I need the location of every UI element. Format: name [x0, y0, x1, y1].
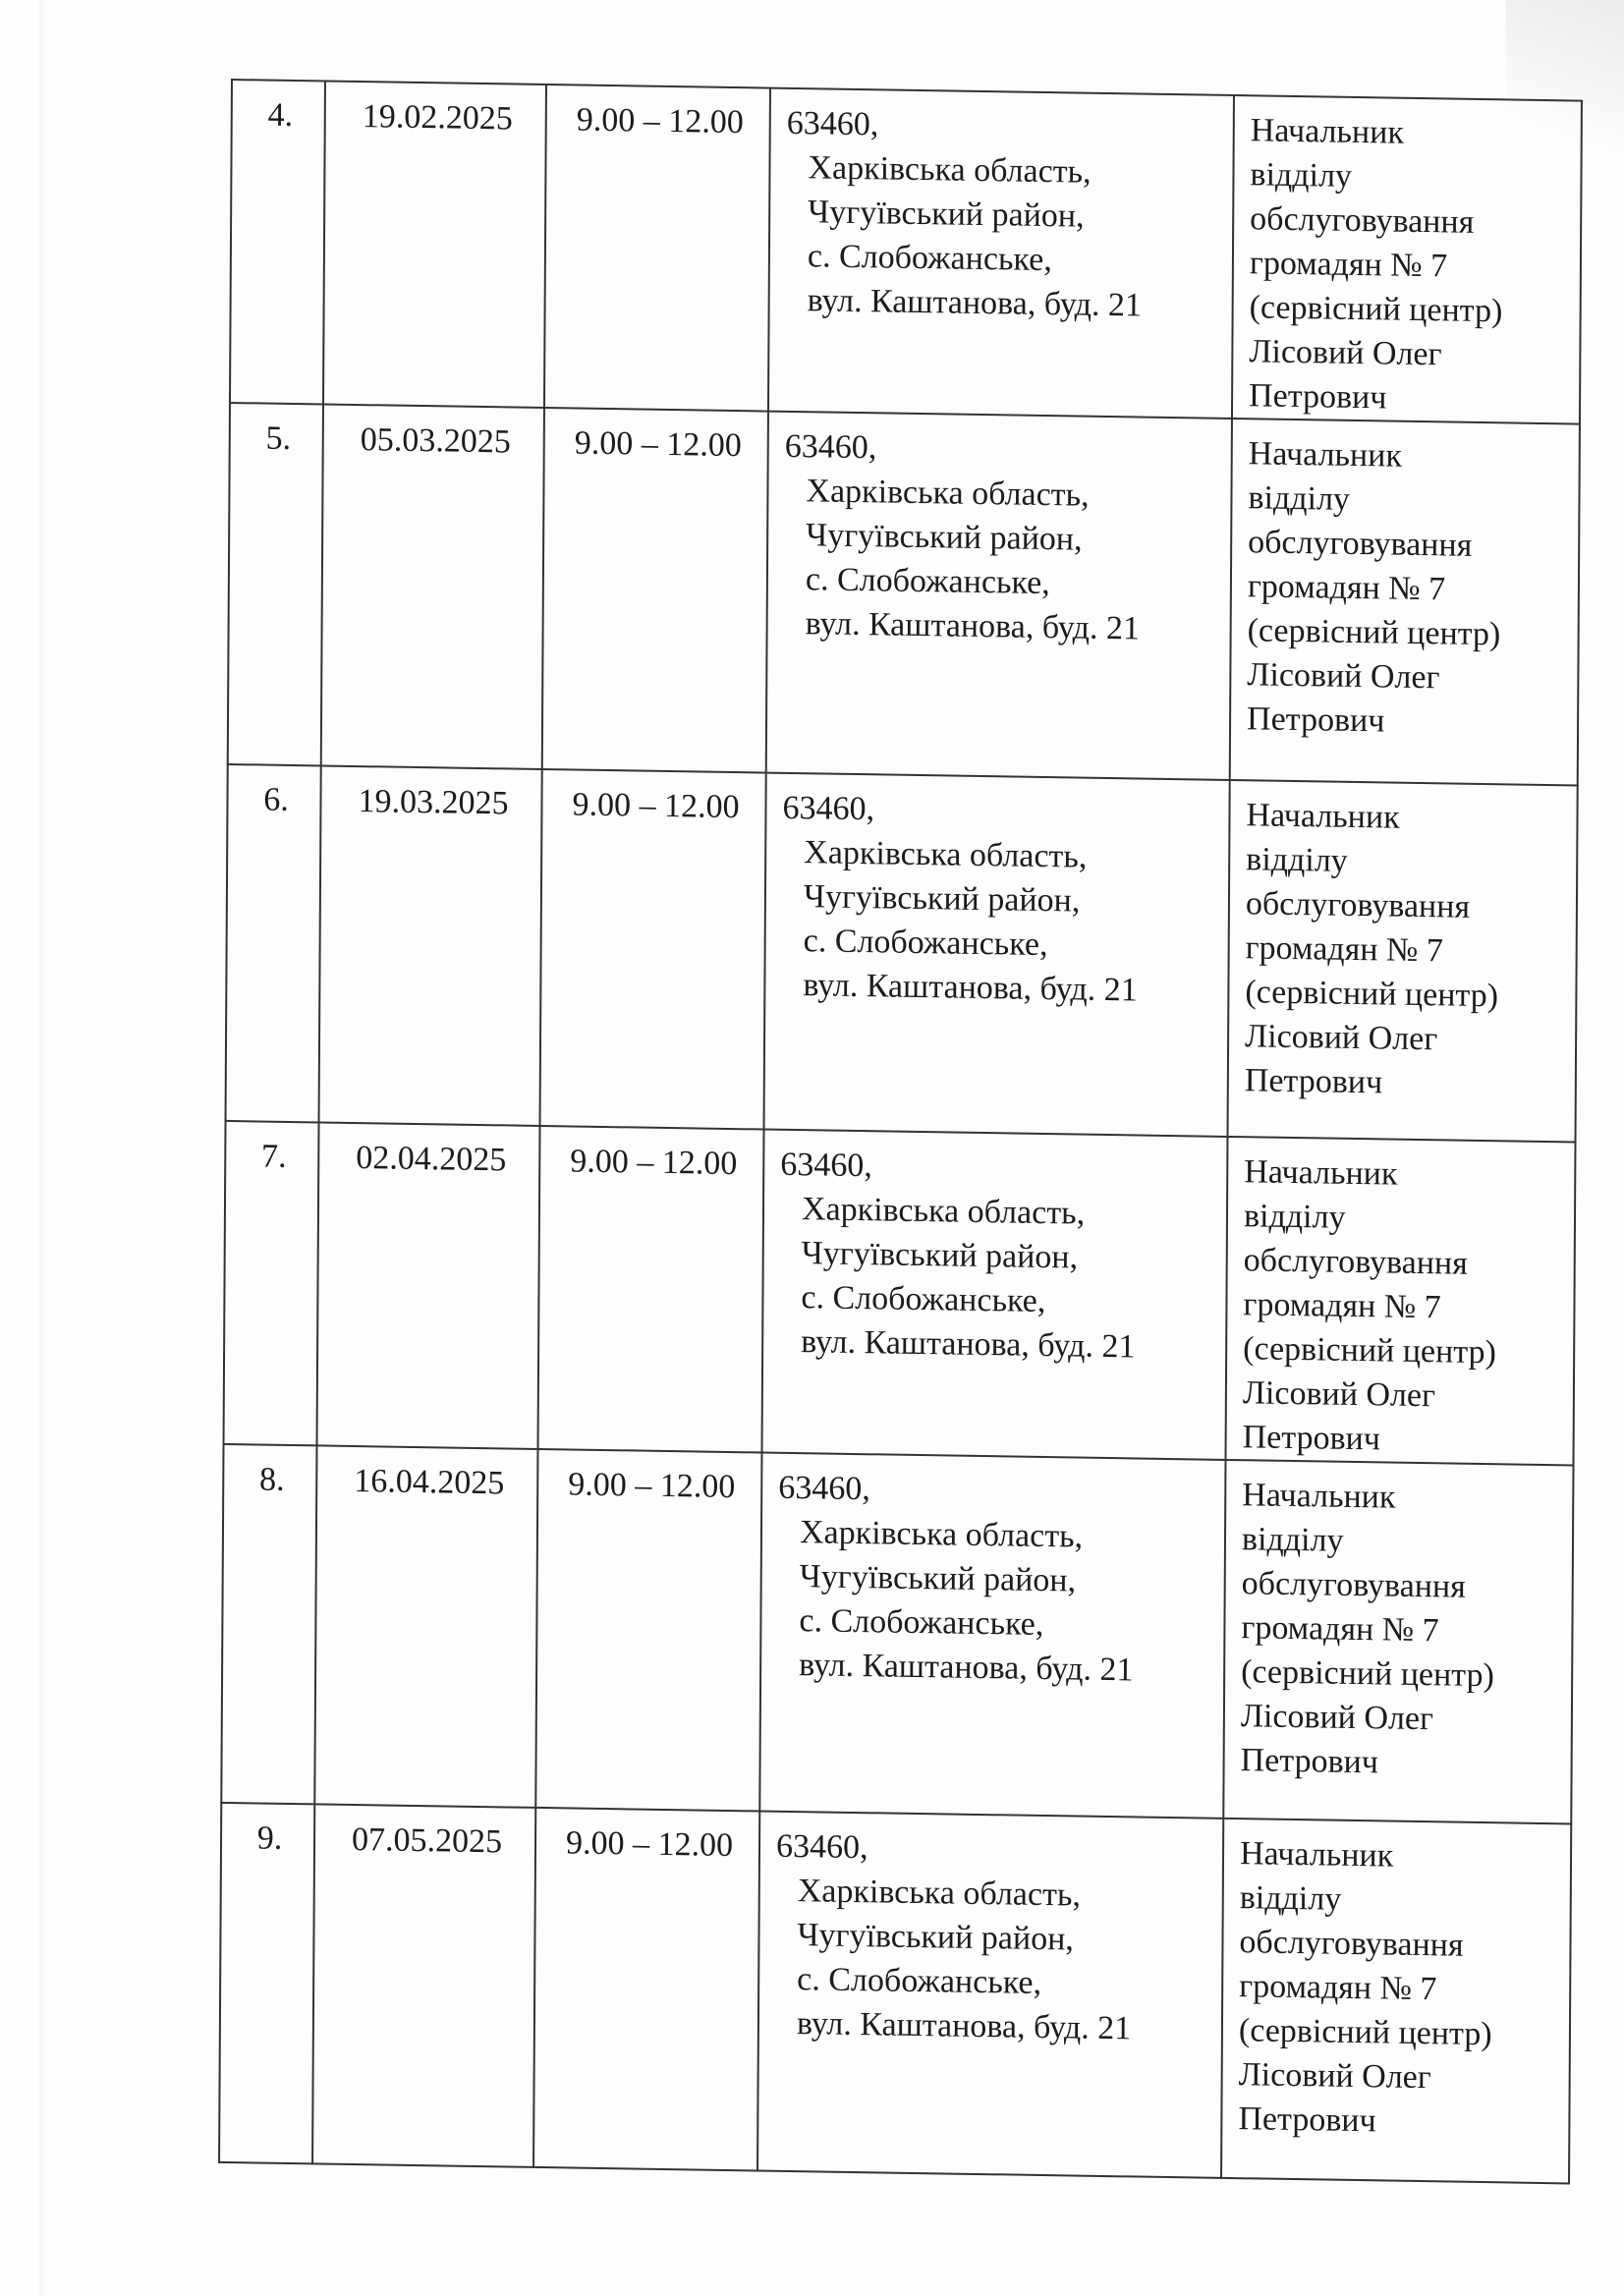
responsible-line: Петрович — [1244, 1062, 1383, 1101]
address-line: Харківська область, — [801, 1191, 1086, 1232]
address-line: вул. Каштанова, буд. 21 — [796, 2005, 1132, 2047]
address-line: вул. Каштанова, буд. 21 — [799, 1647, 1134, 1689]
address-line: Харківська область, — [808, 149, 1092, 191]
address-line: с. Слобожанське, — [807, 238, 1052, 279]
address-cell — [759, 1453, 1225, 1819]
row-number-cell — [221, 1444, 316, 1804]
address-line: 63460, — [786, 104, 879, 143]
responsible-line: (сервісний центр) — [1245, 974, 1499, 1015]
address-line: вул. Каштанова, буд. 21 — [807, 282, 1143, 324]
date-cell — [312, 1804, 535, 2167]
responsible-line: громадян № 7 — [1243, 1286, 1441, 1326]
responsible-line: відділу — [1239, 1879, 1342, 1918]
responsible-cell — [1221, 1819, 1571, 2184]
address-line: с. Слобожанське, — [799, 1602, 1044, 1644]
responsible-cell — [1225, 1137, 1575, 1466]
responsible-cell — [1223, 1460, 1573, 1824]
address-line: 63460, — [784, 427, 877, 467]
responsible-line: відділу — [1243, 1198, 1346, 1236]
responsible-line: відділу — [1241, 1521, 1344, 1559]
responsible-line: Петрович — [1240, 1742, 1379, 1781]
date-cell — [319, 765, 542, 1126]
responsible-line: Петрович — [1248, 377, 1387, 417]
reception-date: 19.03.2025 — [358, 783, 509, 822]
address-line: Харківська область, — [806, 473, 1090, 514]
time-cell — [542, 408, 768, 773]
address-cell — [761, 1130, 1227, 1460]
responsible-line: Начальник — [1242, 1477, 1396, 1516]
address-cell — [764, 773, 1230, 1137]
time-cell — [544, 84, 770, 412]
date-cell — [321, 404, 544, 769]
time-cell — [538, 1126, 764, 1453]
responsible-line: обслуговування — [1250, 200, 1475, 241]
address-line: Чугуївський район, — [806, 517, 1083, 558]
address-line: 63460, — [778, 1469, 870, 1508]
reception-time: 9.00 – 12.00 — [568, 1466, 736, 1506]
address-line: Чугуївський район, — [803, 878, 1081, 920]
responsible-line: Начальник — [1248, 435, 1403, 475]
reception-date: 19.02.2025 — [362, 98, 513, 138]
address-line: вул. Каштанова, буд. 21 — [803, 967, 1138, 1009]
responsible-line: Лісовий Олег — [1240, 1698, 1434, 1738]
address-line: с. Слобожанське, — [797, 1961, 1042, 2001]
responsible-line: Лісовий Олег — [1242, 1374, 1436, 1415]
reception-time: 9.00 – 12.00 — [576, 101, 744, 141]
responsible-line: Петрович — [1242, 1419, 1381, 1458]
row-number: 6. — [263, 781, 289, 818]
responsible-line: відділу — [1246, 841, 1348, 879]
row-number-cell — [228, 403, 323, 765]
reception-date: 07.05.2025 — [351, 1820, 503, 1861]
time-cell — [540, 769, 766, 1130]
responsible-line: громадян № 7 — [1239, 1968, 1437, 2008]
responsible-line: Начальник — [1250, 112, 1405, 151]
schedule-table-body — [219, 80, 1582, 2183]
address-cell — [757, 1811, 1223, 2177]
responsible-line: Начальник — [1246, 797, 1400, 836]
date-cell — [323, 82, 546, 409]
row-number-cell — [224, 1121, 319, 1445]
row-number: 8. — [258, 1461, 285, 1498]
reception-date: 16.04.2025 — [354, 1462, 505, 1502]
date-cell — [314, 1445, 537, 1808]
responsible-line: обслуговування — [1248, 524, 1473, 564]
responsible-line: (сервісний центр) — [1249, 289, 1503, 330]
address-line: 63460, — [782, 789, 875, 828]
scan-edge-shadow — [39, 0, 47, 2296]
responsible-line: обслуговування — [1245, 885, 1471, 925]
address-line: вул. Каштанова, буд. 21 — [801, 1323, 1136, 1366]
reception-time: 9.00 – 12.00 — [574, 424, 742, 465]
address-line: Чугуївський район, — [808, 194, 1085, 235]
time-cell — [533, 1808, 759, 2171]
address-line: Чугуївський район, — [801, 1235, 1079, 1276]
address-line: 63460, — [780, 1146, 872, 1185]
row-number-cell — [230, 80, 325, 404]
responsible-line: Начальник — [1244, 1153, 1398, 1193]
address-line: Чугуївський район, — [799, 1558, 1077, 1599]
reception-time: 9.00 – 12.00 — [565, 1824, 734, 1865]
responsible-line: Лісовий Олег — [1245, 1018, 1438, 1058]
date-cell — [317, 1122, 540, 1449]
responsible-line: Петрович — [1246, 700, 1385, 740]
time-cell — [535, 1449, 761, 1812]
row-number-cell — [226, 764, 321, 1122]
address-line: вул. Каштанова, буд. 21 — [805, 605, 1141, 647]
schedule-table — [218, 79, 1583, 2184]
responsible-line: (сервісний центр) — [1238, 2012, 1492, 2053]
responsible-line: Лісовий Олег — [1247, 656, 1440, 697]
responsible-line: обслуговування — [1241, 1565, 1466, 1605]
reception-time: 9.00 – 12.00 — [572, 786, 740, 826]
address-line: с. Слобожанське, — [801, 1279, 1046, 1320]
address-line: с. Слобожанське, — [805, 561, 1050, 602]
responsible-cell — [1227, 780, 1577, 1143]
responsible-cell — [1230, 419, 1580, 786]
responsible-line: Лісовий Олег — [1238, 2056, 1431, 2097]
table-row — [219, 1803, 1571, 2184]
row-number: 5. — [265, 420, 292, 457]
responsible-line: Начальник — [1239, 1835, 1394, 1875]
responsible-line: громадян № 7 — [1245, 929, 1444, 970]
row-number: 7. — [260, 1138, 287, 1175]
schedule-table-wrapper — [218, 79, 1581, 2184]
responsible-line: відділу — [1250, 156, 1353, 195]
address-line: Харківська область, — [799, 1514, 1084, 1555]
reception-time: 9.00 – 12.00 — [570, 1143, 738, 1183]
row-number-cell — [219, 1803, 314, 2163]
responsible-line: громадян № 7 — [1241, 1609, 1439, 1650]
address-line: Чугуївський район, — [797, 1917, 1074, 1958]
address-line: с. Слобожанське, — [803, 923, 1048, 964]
row-number: 9. — [256, 1820, 283, 1857]
responsible-cell — [1232, 95, 1582, 424]
responsible-line: Петрович — [1238, 2100, 1376, 2140]
reception-date: 02.04.2025 — [356, 1140, 507, 1179]
table-row — [221, 1444, 1573, 1824]
responsible-line: громадян № 7 — [1249, 245, 1448, 285]
row-number: 4. — [267, 96, 294, 134]
responsible-line: (сервісний центр) — [1247, 612, 1501, 653]
responsible-line: громадян № 7 — [1247, 568, 1446, 608]
responsible-line: (сервісний центр) — [1241, 1653, 1494, 1695]
table-row — [230, 80, 1582, 424]
responsible-line: (сервісний центр) — [1243, 1330, 1496, 1372]
responsible-line: Лісовий Олег — [1249, 333, 1442, 373]
table-row — [228, 403, 1580, 786]
responsible-line: відділу — [1248, 479, 1351, 518]
table-row — [224, 1121, 1576, 1466]
address-line: Харківська область, — [797, 1873, 1082, 1914]
responsible-line: обслуговування — [1243, 1242, 1468, 1282]
address-line: 63460, — [775, 1827, 868, 1867]
table-row — [226, 764, 1578, 1143]
reception-date: 05.03.2025 — [360, 421, 511, 461]
address-line: Харківська область, — [804, 834, 1088, 875]
responsible-line: обслуговування — [1239, 1924, 1464, 1964]
address-cell — [768, 88, 1234, 419]
address-cell — [766, 412, 1232, 780]
